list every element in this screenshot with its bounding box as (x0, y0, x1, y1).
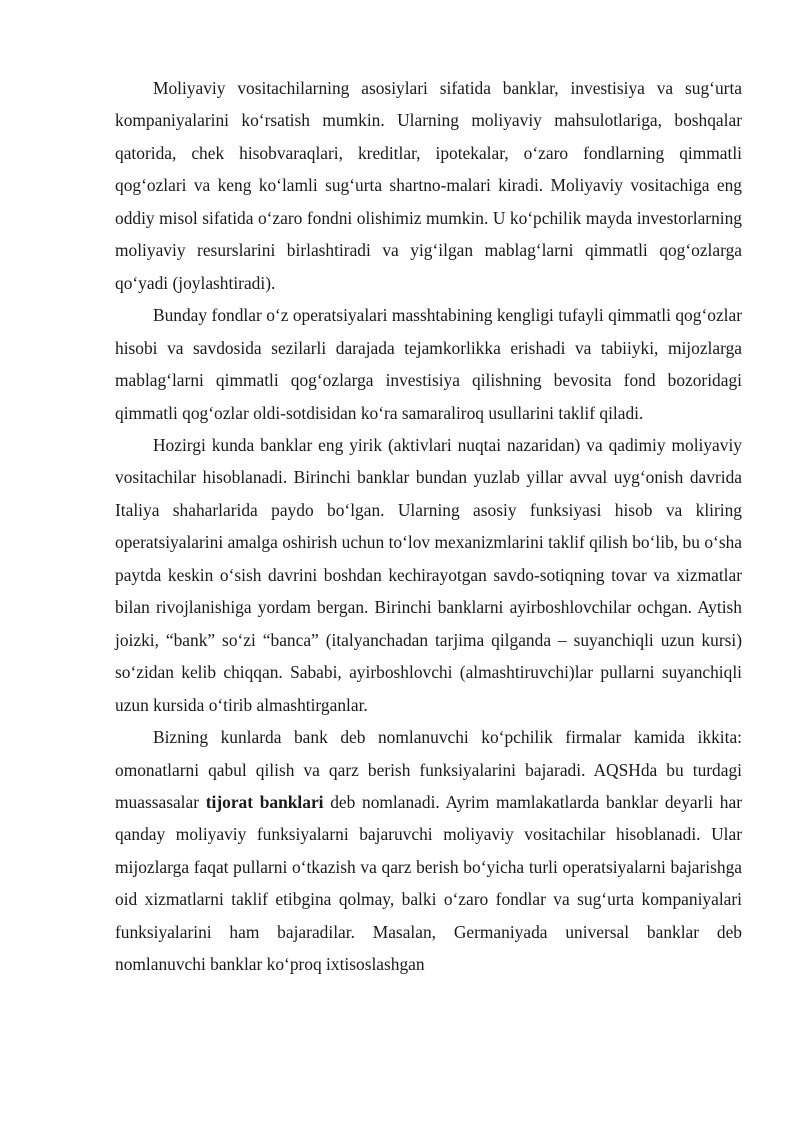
paragraph-financial-intermediaries: Moliyaviy vositachilarning asosiylari sifatida banklar, investisiya va sug‘urta kompaniyalarini ko‘rsatish mumkin. Ularning moliyaviy mahsulotlariga, boshqalar qatorida, chek hisobvaraqlari, kreditlar, ipotekalar, o‘zaro fondlarning qimmatli qog‘ozlari va keng ko‘lamli sug‘urta shartno-malari kiradi. Moliyaviy vositachiga eng oddiy misol sifatida o‘zaro fondni olishimiz mumkin. U ko‘pchilik mayda investorlarning moliyaviy resurslarini birlashtiradi va yig‘ilgan mablag‘larni qimmatli qog‘ozlarga qo‘yadi (joylashtiradi). (115, 78, 742, 293)
document-body (115, 72, 742, 981)
paragraph-text-before: Bizning kunlarda bank deb nomlanuvchi ko‘pchilik firmalar kamida ikkita: omonatlarni qabul qilish va qarz berish funksiyalarini bajaradi. AQSHda bu turdagi muassasalar (115, 727, 742, 812)
paragraph-banks-history: Hozirgi kunda banklar eng yirik (aktivlari nuqtai nazaridan) va qadimiy moliyaviy vositachilar hisoblanadi. Birinchi banklar bundan yuzlab yillar avval uyg‘onish davrida Italiya shaharlarida paydo bo‘lgan. Ularning asosiy funksiyasi hisob va kliring operatsiyalarini amalga oshirish uchun to‘lov mexanizmlarini taklif qilish bo‘lib, bu o‘sha paytda keskin o‘sish davrini boshdan kechirayotgan savdo-sotiqning tovar va xizmatlar bilan rivojlanishiga yordam bergan. Birinchi banklarni ayirboshlovchilar ochgan. Aytish joizki, “bank” so‘zi “banca” (italyanchadan tarjima qilganda – suyanchiqli uzun kursi) so‘zidan kelib chiqqan. Sababi, ayirboshlovchi (almashtiruvchi)lar pullarni suyanchiqli uzun kursida o‘tirib almashtirganlar. (115, 434, 742, 715)
bold-term-commercial-banks: tijorat banklari (205, 791, 324, 812)
paragraph-funds: Bunday fondlar o‘z operatsiyalari masshtabining kengligi tufayli qimmatli qog‘ozlar hisobi va savdosida sezilarli darajada tejamkorlikka erishadi va tabiiyki, mijozlarga mablag‘larni qimmatli qog‘ozlarga investisiya qilishning bevosita fond bozoridagi qimmatli qog‘ozlar oldi-sotdisidan ko‘ra samaraliroq usullarini taklif qiladi. (115, 305, 742, 423)
paragraph-commercial-banks (115, 721, 742, 981)
paragraph-text-after: deb nomlanadi. Ayrim mamlakatlarda banklar deyarli har qanday moliyaviy funksiyalarni bajaruvchi moliyaviy vositachilar hisoblanadi. Ular mijozlarga faqat pullarni o‘tkazish va qarz berish bo‘yicha turli operatsiyalarni bajarishga oid xizmatlarni taklif etibgina qolmay, balki o‘zaro fondlar va sug‘urta kompaniyalari funksiyalarini ham bajaradilar. Masalan, Germaniyada universal banklar deb nomlanuvchi banklar ko‘proq ixtisoslashgan (115, 791, 743, 975)
